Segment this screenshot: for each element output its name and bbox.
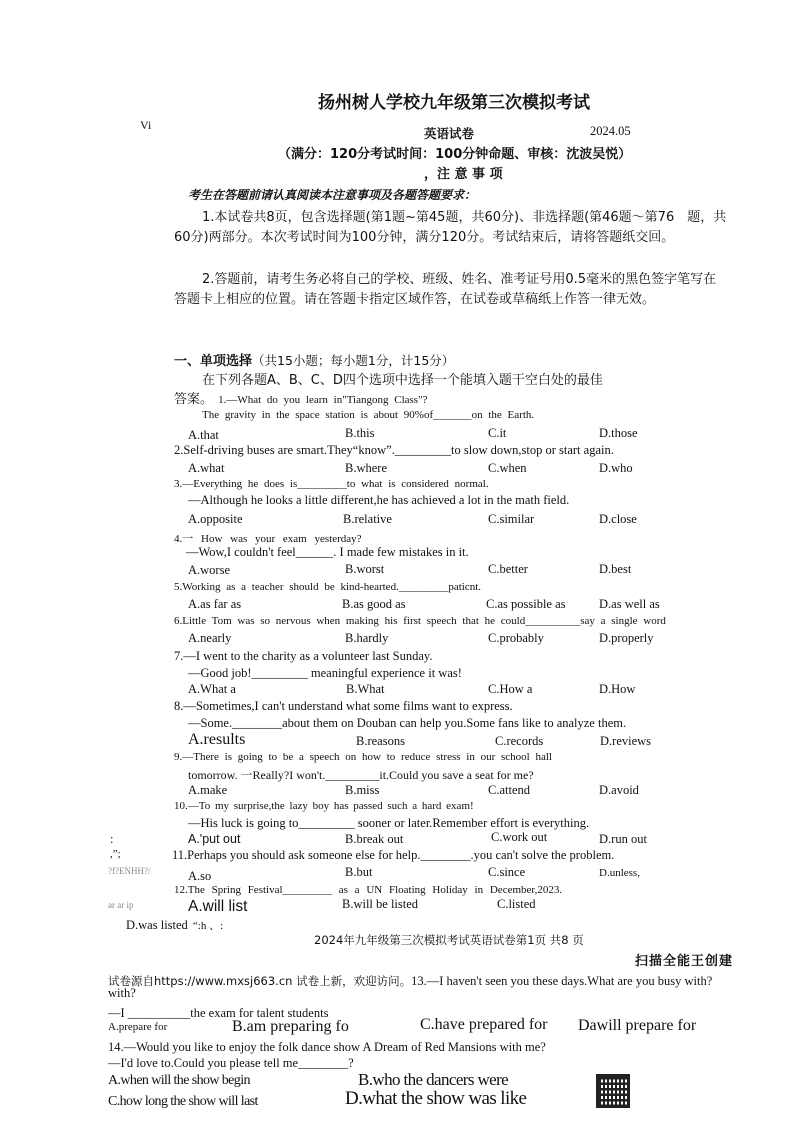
option-b[interactable]: B.as good as	[342, 597, 406, 611]
option-a[interactable]: A.that	[188, 428, 219, 442]
margin-mark-1: :	[110, 832, 114, 846]
option-c[interactable]: C.better	[488, 562, 528, 576]
option-d[interactable]: D.was listed	[126, 918, 188, 932]
option-b[interactable]: B.will be listed	[342, 897, 419, 911]
option-d[interactable]: Dawill prepare for	[578, 1017, 697, 1034]
notice-intro: 考生在答题前请认真阅读本注意事项及各题答题要求：	[188, 188, 477, 202]
q9-stem: 9.—There is going to be a speech on how to reduce stress in our school hall	[174, 751, 552, 763]
option-d[interactable]: D.best	[599, 562, 632, 576]
option-a[interactable]: A.make	[188, 783, 228, 797]
option-a[interactable]: A.What a	[188, 682, 236, 696]
option-a[interactable]: A.'put out	[188, 832, 241, 846]
q13-line2: —I __________the exam for talent students	[108, 1006, 329, 1020]
notice-title: ，注 意 事 项	[424, 167, 503, 182]
section-heading-title: 一、单项选择	[174, 354, 253, 369]
q10-stem: 10.—To my surprise,the lazy boy has passed such a hard exam!	[174, 800, 474, 812]
q9-line2: tomorrow. 一Really?I won't._________it.Could you save a seat for me?	[188, 768, 534, 782]
option-a[interactable]: A.nearly	[188, 631, 232, 645]
option-b[interactable]: B.relative	[343, 512, 392, 526]
option-c[interactable]: C.listed	[497, 897, 536, 911]
option-a[interactable]: A.results	[188, 731, 246, 748]
option-c[interactable]: C.as possible as	[486, 597, 566, 611]
option-c[interactable]: C.attend	[488, 783, 531, 797]
option-a[interactable]: A.worse	[188, 563, 231, 577]
option-a[interactable]: A.will list	[188, 898, 248, 915]
option-d[interactable]: D.unless,	[599, 867, 640, 879]
option-b[interactable]: B.worst	[345, 562, 385, 576]
q12-stem: 12.The Spring Festival_________ as a UN Floating Holiday in December,2023.	[174, 884, 563, 896]
q10-line2: —His luck is going to_________ sooner or later.Remember effort is everything.	[188, 816, 590, 830]
option-a[interactable]: A.opposite	[188, 512, 243, 526]
option-b[interactable]: B.What	[346, 682, 385, 696]
notice-item-2: 2.答题前，请考生务必将自己的学校、班级、姓名、准考证号用0.5毫米的黑色签字笔写在 答题卡上相应的位置。请在答题卡指定区域作答，在试卷或草稿纸上作答一律无效。	[174, 272, 717, 307]
page-info: 2024年九年级第三次模拟考试英语试卷第1页 共8 页	[314, 933, 584, 947]
margin-mark-3: ?f?ENHH?/	[108, 866, 151, 876]
option-d[interactable]: D.those	[599, 426, 638, 440]
side-mark: Vi	[140, 118, 152, 132]
scanner-label: 扫描全能王创建	[635, 954, 734, 969]
q8-stem: 8.—Sometimes,I can't understand what some films want to express.	[174, 699, 513, 713]
q11-stem: 11.Perhaps you should ask someone else for help.________.you can't solve the problem.	[172, 848, 615, 862]
option-b[interactable]: B.where	[345, 461, 387, 475]
q6-stem: 6.Little Tom was so nervous when making his first speech that he could__________say a single word	[174, 615, 666, 627]
option-b[interactable]: B.break out	[345, 832, 404, 846]
q13-stem: 13.—I haven't seen you these days.What are you busy with?	[411, 974, 713, 988]
section-heading	[174, 350, 454, 369]
option-d[interactable]: D.run out	[599, 832, 647, 846]
option-c[interactable]: C.since	[488, 865, 526, 879]
q12-trail: “:h 、:	[192, 920, 224, 932]
q1-stem: 1.—What do you learn in"Tiangong Class"?	[218, 394, 428, 406]
q1-line2: The gravity in the space station is about 90%of_______on the Earth.	[202, 409, 535, 421]
q4-stem: 4.一 How was your exam yesterday?	[174, 533, 362, 545]
section-heading-note: （共15小题；每小题1分，计15分）	[252, 353, 455, 368]
option-d[interactable]: D.How	[599, 682, 636, 696]
option-c[interactable]: C.work out	[491, 830, 548, 844]
q8-line2: —Some.________about them on Douban can help you.Some fans like to analyze them.	[188, 716, 627, 730]
option-d[interactable]: D.as well as	[599, 597, 660, 611]
option-c[interactable]: C.similar	[488, 512, 535, 526]
q1-stem-line	[174, 388, 427, 407]
exam-date: 2024.05	[590, 124, 631, 138]
q3-line2: —Although he looks a little different,he has achieved a lot in the math field.	[188, 493, 570, 507]
option-c[interactable]: C.when	[488, 461, 527, 475]
option-a[interactable]: A.as far as	[188, 597, 242, 611]
q4-line2: —Wow,I couldn't feel______. I made few mistakes in it.	[186, 545, 469, 559]
option-a[interactable]: A.when will the show begin	[108, 1073, 250, 1088]
option-a[interactable]: A.prepare for	[108, 1021, 168, 1033]
q14-line2: —I'd love to.Could you please tell me________?	[108, 1056, 354, 1070]
margin-mark-4: ar ar ip	[108, 900, 134, 910]
q3-stem: 3.—Everything he does is_________to what is considered normal.	[174, 478, 489, 490]
option-b[interactable]: B.am preparing fo	[232, 1018, 349, 1035]
option-c[interactable]: C.have prepared for	[420, 1016, 548, 1033]
section-instruction-end: 答案。	[174, 392, 214, 407]
option-b[interactable]: B.hardly	[345, 631, 389, 645]
option-c[interactable]: C.how long the show will last	[108, 1094, 258, 1109]
option-d[interactable]: D.avoid	[599, 783, 639, 797]
option-d[interactable]: D.what the show was like	[345, 1088, 527, 1109]
notice-item-1: 1.本试卷共8页，包含选择题(第1题~第45题，共60分)、非选择题(第46题～第76 题，共60分)两部分。本次考试时间为100分钟，满分120分。考试结束后，请将答题纸交回。	[174, 210, 727, 245]
q7-stem: 7.—I went to the charity as a volunteer last Sunday.	[174, 649, 433, 663]
option-c[interactable]: C.probably	[488, 631, 544, 645]
option-c[interactable]: C.How a	[488, 682, 533, 696]
section-instruction: 在下列各题A、B、C、D四个选项中选择一个能填入题干空白处的最佳	[202, 373, 603, 388]
q14-stem: 14.—Would you like to enjoy the folk dance show A Dream of Red Mansions with me?	[108, 1040, 546, 1054]
q5-stem: 5.Working as a teacher should be kind-hearted._________paticnt.	[174, 581, 482, 593]
source-text: 试卷源自https://www.mxsj663.cn 试卷上新，欢迎访问。	[108, 974, 412, 988]
q7-line2: —Good job!_________ meaningful experience it was!	[188, 666, 462, 680]
q12-option-d-line	[126, 914, 223, 933]
source-line	[108, 970, 712, 989]
option-d[interactable]: D.properly	[599, 631, 654, 645]
qr-code-icon	[596, 1074, 630, 1108]
option-b[interactable]: B.who the dancers were	[358, 1070, 509, 1089]
margin-mark-2: ,”;	[110, 848, 121, 860]
q2-stem: 2.Self-driving buses are smart.They“know”._________to slow down,stop or start again.	[174, 443, 614, 457]
option-a[interactable]: A.so	[188, 869, 212, 883]
option-b[interactable]: B.reasons	[356, 734, 405, 748]
option-d[interactable]: D.who	[599, 461, 633, 475]
option-c[interactable]: C.records	[495, 734, 544, 748]
q13-stem-end: with?	[108, 986, 136, 1000]
option-b[interactable]: B.but	[345, 865, 373, 879]
option-c[interactable]: C.it	[488, 426, 507, 440]
option-b[interactable]: B.miss	[345, 783, 380, 797]
exam-title: 扬州树人学校九年级第三次模拟考试	[318, 93, 590, 113]
option-d[interactable]: D.reviews	[600, 734, 652, 748]
subject-label: 英语试卷	[424, 126, 475, 141]
option-b[interactable]: B.this	[345, 426, 375, 440]
option-d[interactable]: D.close	[599, 512, 637, 526]
option-a[interactable]: A.what	[188, 461, 225, 475]
exam-info: （满分：120分考试时间：100分钟命题、审核：沈波吴悦）	[278, 147, 632, 162]
